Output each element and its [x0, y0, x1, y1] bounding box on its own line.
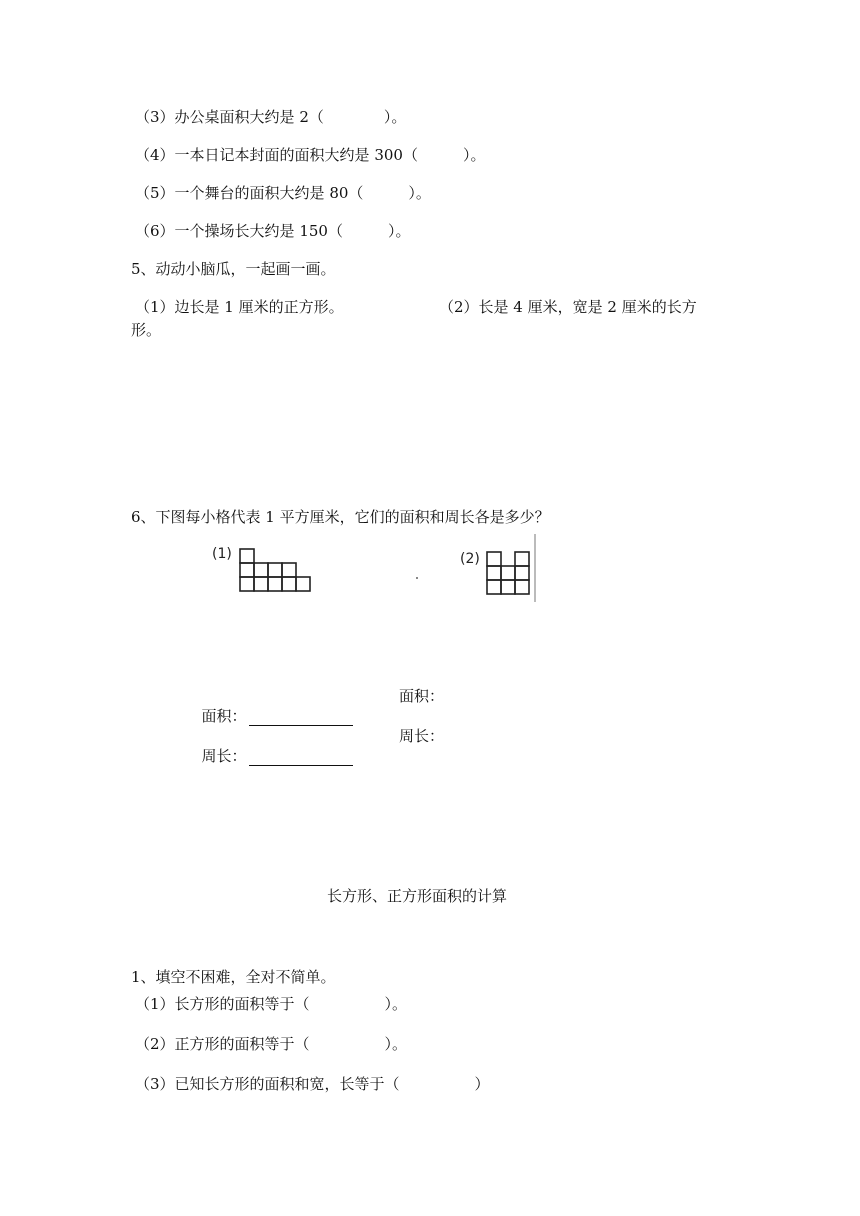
- grid-figure-1: [210, 541, 310, 603]
- perimeter-answer-blank[interactable]: [249, 749, 353, 766]
- perimeter-answer-1: [192, 726, 353, 766]
- section-heading: 长方形、正方形面积的计算: [327, 887, 508, 905]
- question-item-3: （3）办公桌面积大约是 2（ ）。: [135, 108, 407, 126]
- grid-figure-2: [458, 534, 538, 602]
- question-5-title: 5、动动小脑瓜，一起画一画。: [131, 260, 336, 278]
- question-item-4: （4）一本日记本封面的面积大约是 300（ ）。: [135, 146, 486, 164]
- fill-item-2: （2）正方形的面积等于（ ）。: [135, 1035, 408, 1053]
- scan-dot: [416, 577, 418, 579]
- area-answer-blank[interactable]: [249, 709, 353, 726]
- question-5-part-2: （2）长是 4 厘米，宽是 2 厘米的长方: [439, 298, 697, 316]
- question-item-5: （5）一个舞台的面积大约是 80（ ）。: [135, 184, 431, 202]
- perimeter-label: 周长：: [201, 747, 247, 765]
- fill-item-3: （3）已知长方形的面积和宽，长等于（ ）: [135, 1075, 490, 1093]
- area-answer-2: 面积：: [399, 687, 445, 705]
- section-question-1-title: 1、填空不困难，全对不简单。: [131, 968, 336, 986]
- question-5-part-2-wrap: 形。: [131, 321, 162, 339]
- area-label: 面积：: [201, 707, 247, 725]
- question-item-6: （6）一个操场长大约是 150（ ）。: [135, 222, 411, 240]
- area-answer-1: [192, 686, 353, 726]
- question-5-part-1: （1）边长是 1 厘米的正方形。: [135, 298, 344, 316]
- perimeter-answer-2: 周长：: [399, 727, 445, 745]
- question-6-title: 6、下图每小格代表 1 平方厘米，它们的面积和周长各是多少？: [131, 508, 550, 526]
- figure-1-label: (1): [212, 546, 232, 562]
- figure-2-label: (2): [460, 551, 480, 567]
- fill-item-1: （1）长方形的面积等于（ ）。: [135, 995, 408, 1013]
